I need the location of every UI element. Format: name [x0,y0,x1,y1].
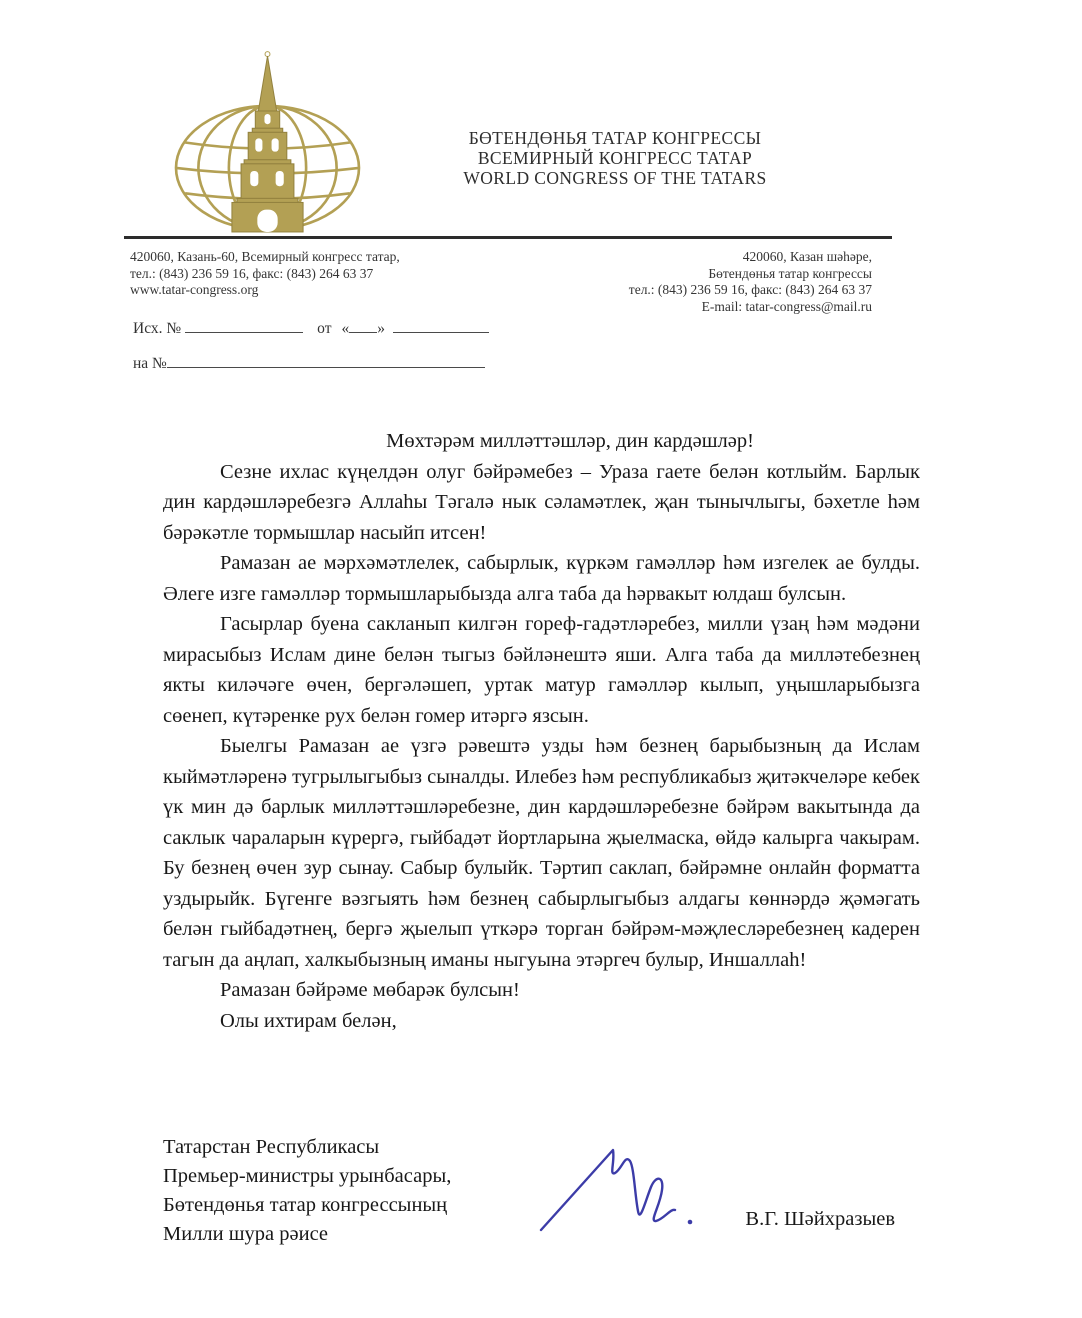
quote-open: « [341,320,350,337]
organization-title [425,128,805,188]
letter-body [163,426,920,1036]
closing-phrase: Олы ихтирам белән, [220,1009,397,1032]
day-blank-field [349,318,377,333]
salutation: Мөхтәрәм милләттәшләр, дин кардәшләр! [386,430,754,452]
signatory-title-block [163,1133,451,1249]
contact-website: www.tatar-congress.org [130,282,259,297]
incoming-number-blank-field [167,353,485,368]
paragraph-traditions: Гасырлар буена сакланып килгән гореф-гадәтләребез, милли үзаң һәм мәдәни мирасыбыз Ислам дине белән тыгыз бәйләнештә яши. Алга таба да милләтебезнең якты киләчәге өчен, бергәләшеп, уртак матур гамәлләр кылып, уңышларыбызга сөенеп, күтәренке рух белән гомер итәргә язсын. [163,613,920,727]
org-title-tatar: БӨТЕНДӨНЬЯ ТАТАР КОНГРЕССЫ [468,128,762,148]
org-title-russian: ВСЕМИРНЫЙ КОНГРЕСС ТАТАР [477,148,753,168]
incoming-number-label: на № [133,355,167,372]
contact-phone-ru: тел.: (843) 236 59 16, факс: (843) 264 63 37 [130,265,374,281]
signatory-name: В.Г. Шәйхразыев [745,1208,895,1230]
date-blank-field [393,318,489,333]
congress-globe-tower-logo-icon [170,50,365,235]
paragraph-blessing: Рамазан бәйрәме мөбарәк булсын! [220,979,520,1001]
signatory-title-line: Премьер-министры урынбасары, [163,1165,452,1187]
paragraph-ramadan-virtues: Рамазан ае мәрхәмәтлелек, сабырлык, күркәм гамәлләр һәм изгелек ае булды. Әлеге изге гамәлләр тормышларыбызда алга таба да һәрвакыт юлдаш булсын. [163,552,920,605]
contact-address-tt-1: 420060, Казан шәһәре, [742,249,872,264]
outgoing-number-blank-field [185,318,303,333]
paragraph-pandemic-appeal: Быелгы Рамазан ае үзгә рәвештә узды һәм безнең барыбызның да Ислам кыймәтләренә тугрылыгыбыз сыналды. Илебез һәм республикабыз җитәкчеләре кебек үк мин дә барлык милләттәшләребезне, дин кардәшләребезне бәйрәм вакытында да саклык чараларын күрергә, гыйбадәт йортларына җыелмаска, өйдә калырга чакырам. Бу безнең өчен зур сынау. Сабыр булыйк. Тәртип саклап, бәйрәмне онлайн форматта уздырыйк. Бүгенге вәзгыять һәм безнең сабырлыгыбыз алдагы көннәрдә җәмәгать белән гыйбадәтнең, бергә җыелып үткәрә торган бәйрәм-мәҗлесләребезнең кадерен тагын да аңлап, халкыбызның иманы ныгуына этәргеч булыр, Иншаллаһ! [163,735,920,971]
paragraph-greeting: Сезне ихлас күңелдән олуг бәйрәмебез – Ураза гаете белән котлыйм. Барлык дин кардәшләребезгә Аллаһы Тәгалә нык сәламәтлек, җан тынычлыгы, бәхетле һәм бәрәкәтле тормышлар насыйп итсен! [163,460,920,544]
quote-close: » [377,320,385,337]
handwritten-signature-icon [535,1136,710,1236]
contact-email: E-mail: tatar-congress@mail.ru [701,298,872,314]
reference-block [133,318,553,388]
signatory-title-line: Татарстан Республикасы [163,1136,380,1158]
outgoing-number-label: Исх. № [133,320,182,337]
contact-address-tt-2: Бөтендөнья татар конгрессы [708,265,872,281]
signatory-title-line: Бөтендөнья татар конгрессының [163,1194,448,1216]
contact-phone-tt: тел.: (843) 236 59 16, факс: (843) 264 63 37 [628,282,872,297]
outgoing-reference-row [133,318,553,353]
contact-block-tatar [492,249,872,315]
incoming-reference-row [133,353,553,388]
date-from-label: от [317,320,332,337]
org-title-english: WORLD CONGRESS OF THE TATARS [463,168,767,188]
signatory-title-line: Милли шура рәисе [163,1223,329,1245]
letterhead-divider-rule [124,236,892,239]
contact-block-russian [130,249,510,299]
contact-address-ru: 420060, Казань-60, Всемирный конгресс татар, [130,249,400,264]
